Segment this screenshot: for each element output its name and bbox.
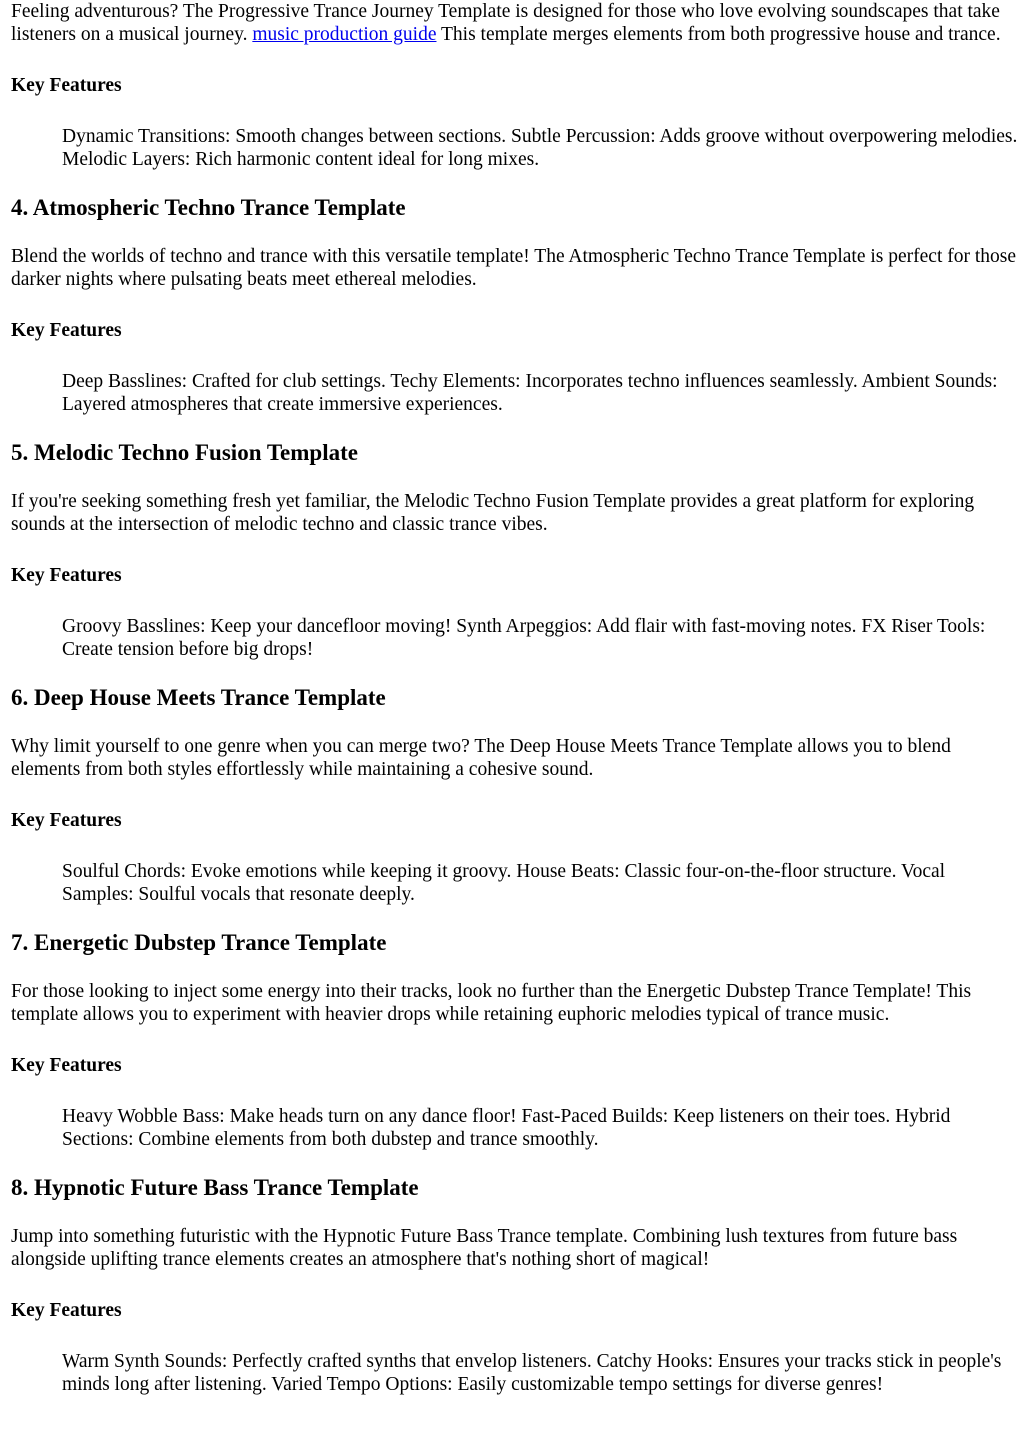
section-title: 5. Melodic Techno Fusion Template (11, 440, 358, 465)
intro-text-after-link: This template merges elements from both progressive house and trance. (436, 24, 1001, 45)
section-title: 4. Atmospheric Techno Trance Template (11, 195, 406, 220)
section-description: Blend the worlds of techno and trance with this versatile template! The Atmospheric Techno Trance Template is perfect for those darker nights where pulsating beats meet ethereal melodies. (11, 246, 1017, 290)
section-description: For those looking to inject some energy into their tracks, look no further than the Energetic Dubstep Trance Template! This template allows you to experiment with heavier drops while retaining euphoric melodies typical of trance music. (11, 981, 972, 1025)
intro-text-before-link: Feeling adventurous? The Progressive Trance Journey Template is designed for those who love evolving soundscapes that take listeners on a musical journey. (11, 1, 1000, 45)
key-features-heading: Key Features (11, 810, 122, 831)
music-production-guide-link[interactable]: music production guide (252, 24, 437, 45)
section-title: 6. Deep House Meets Trance Template (11, 685, 386, 710)
key-features-heading: Key Features (11, 1055, 122, 1076)
key-features-heading: Key Features (11, 75, 122, 96)
features-list: Warm Synth Sounds: Perfectly crafted synths that envelop listeners. Catchy Hooks: Ensures your tracks stick in people's minds long after listening. Varied Tempo Options: Easily customizable tempo settings for diverse genres! (62, 1351, 1002, 1395)
features-list: Deep Basslines: Crafted for club settings. Techy Elements: Incorporates techno influences seamlessly. Ambient Sounds: Layered atmospheres that create immersive experiences. (62, 371, 998, 415)
key-features-heading: Key Features (11, 320, 122, 341)
features-list: Heavy Wobble Bass: Make heads turn on any dance floor! Fast-Paced Builds: Keep listeners on their toes. Hybrid Sections: Combine elements from both dubstep and trance smoothly. (62, 1106, 951, 1150)
section-title: 7. Energetic Dubstep Trance Template (11, 930, 387, 955)
section-description: Why limit yourself to one genre when you can merge two? The Deep House Meets Trance Template allows you to blend elements from both styles effortlessly while maintaining a cohesive sound. (11, 736, 951, 780)
section-description: Jump into something futuristic with the Hypnotic Future Bass Trance template. Combining lush textures from future bass alongside uplifting trance elements creates an atmosphere that's nothing short of magical! (11, 1226, 958, 1270)
features-list: Groovy Basslines: Keep your dancefloor moving! Synth Arpeggios: Add flair with fast-moving notes. FX Riser Tools: Create tension before big drops! (62, 616, 986, 660)
key-features-heading: Key Features (11, 565, 122, 586)
section-title: 8. Hypnotic Future Bass Trance Template (11, 1175, 419, 1200)
key-features-heading: Key Features (11, 1300, 122, 1321)
features-list: Soulful Chords: Evoke emotions while keeping it groovy. House Beats: Classic four-on-the-floor structure. Vocal Samples: Soulful vocals that resonate deeply. (62, 861, 946, 905)
section-description: If you're seeking something fresh yet familiar, the Melodic Techno Fusion Template provides a great platform for exploring sounds at the intersection of melodic techno and classic trance vibes. (11, 491, 975, 535)
intro-paragraph (11, 0, 1021, 46)
features-list: Dynamic Transitions: Smooth changes between sections. Subtle Percussion: Adds groove without overpowering melodies. Melodic Layers: Rich harmonic content ideal for long mixes. (62, 126, 1018, 170)
